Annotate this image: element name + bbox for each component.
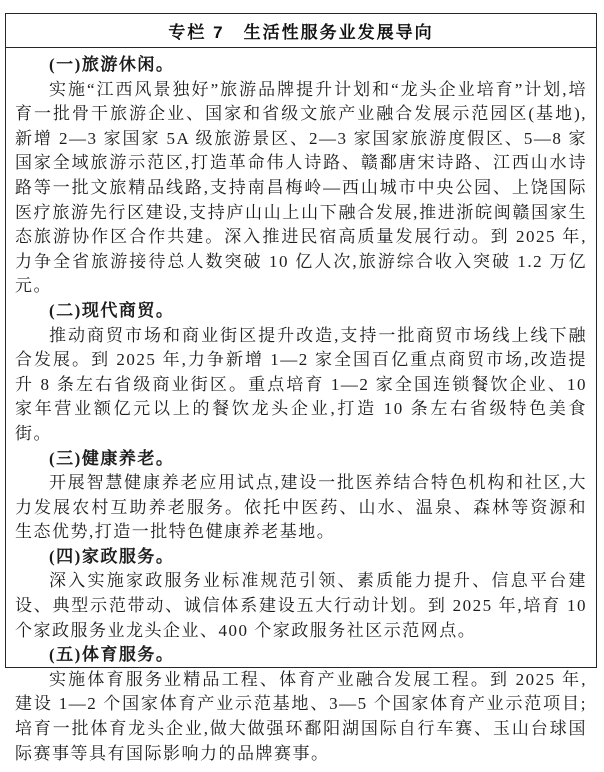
section-paragraph: 开展智慧健康养老应用试点,建设一批医养结合特色机构和社区,大力发展农村互助养老服务。依托中医药、山水、温泉、森林等资源和生态优势,打造一批特色健康养老基地。 bbox=[15, 473, 587, 542]
section-heading: (三)健康养老。 bbox=[49, 448, 175, 468]
section-paragraph: 深入实施家政服务业标准规范引领、素质能力提升、信息平台建设、典型示范带动、诚信体系建设五大行动计划。到 2025 年,培育 10 个家政服务业龙头企业、400 个家政服务社区示范网点。 bbox=[15, 571, 587, 640]
column-box bbox=[5, 13, 597, 763]
section-modern-commerce bbox=[15, 299, 587, 447]
column-box-title: 专栏 7 生活性服务业发展导向 bbox=[168, 23, 434, 42]
section-tourism-leisure bbox=[15, 53, 587, 299]
section-domestic-services bbox=[15, 545, 587, 643]
section-paragraph: 实施“江西风景独好”旅游品牌提升计划和“龙头企业培育”计划,培育一批骨干旅游企业、国家和省级文旅产业融合发展示范园区(基地),新增 2—3 家国家 5A 级旅游景区、2—3 家国家旅游度假区、5—8 家国家全域旅游示范区,打造革命伟人诗路、赣鄱唐宋诗路、江西山水诗路等一批文旅精品线路,支持南昌梅岭—西山城市中央公园、上饶国际医疗旅游先行区建设,支持庐山山上山下融合发展,推进浙皖闽赣国家生态旅游协作区合作共建。深入推进民宿高质量发展行动。到 2025 年,力争全省旅游接待总人数突破 10 亿人次,旅游综合收入突破 1.2 万亿元。 bbox=[15, 79, 587, 296]
column-box-body bbox=[6, 48, 596, 772]
section-heading: (五)体育服务。 bbox=[49, 645, 175, 665]
section-health-eldercare bbox=[15, 447, 587, 545]
section-heading: (二)现代商贸。 bbox=[49, 300, 175, 320]
column-box-header bbox=[6, 14, 596, 48]
section-paragraph: 实施体育服务业精品工程、体育产业融合发展工程。到 2025 年,建设 1—2 个国家体育产业示范基地、3—5 个国家体育产业示范项目;培育一批体育龙头企业,做大做强环鄱阳湖国际自行车赛、玉山台球国际赛事等具有国际影响力的品牌赛事。 bbox=[15, 669, 587, 763]
section-heading: (一)旅游休闲。 bbox=[49, 55, 175, 74]
section-heading: (四)家政服务。 bbox=[49, 546, 175, 566]
section-paragraph: 推动商贸市场和商业街区提升改造,支持一批商贸市场线上线下融合发展。到 2025 年,力争新增 1—2 家全国百亿重点商贸市场,改造提升 8 条左右省级商业街区。重点培育 1—2 家全国连锁餐饮企业、10 家年营业额亿元以上的餐饮龙头企业,打造 10 条左右省级特色美食街。 bbox=[15, 325, 587, 443]
section-sports-services bbox=[15, 643, 587, 766]
